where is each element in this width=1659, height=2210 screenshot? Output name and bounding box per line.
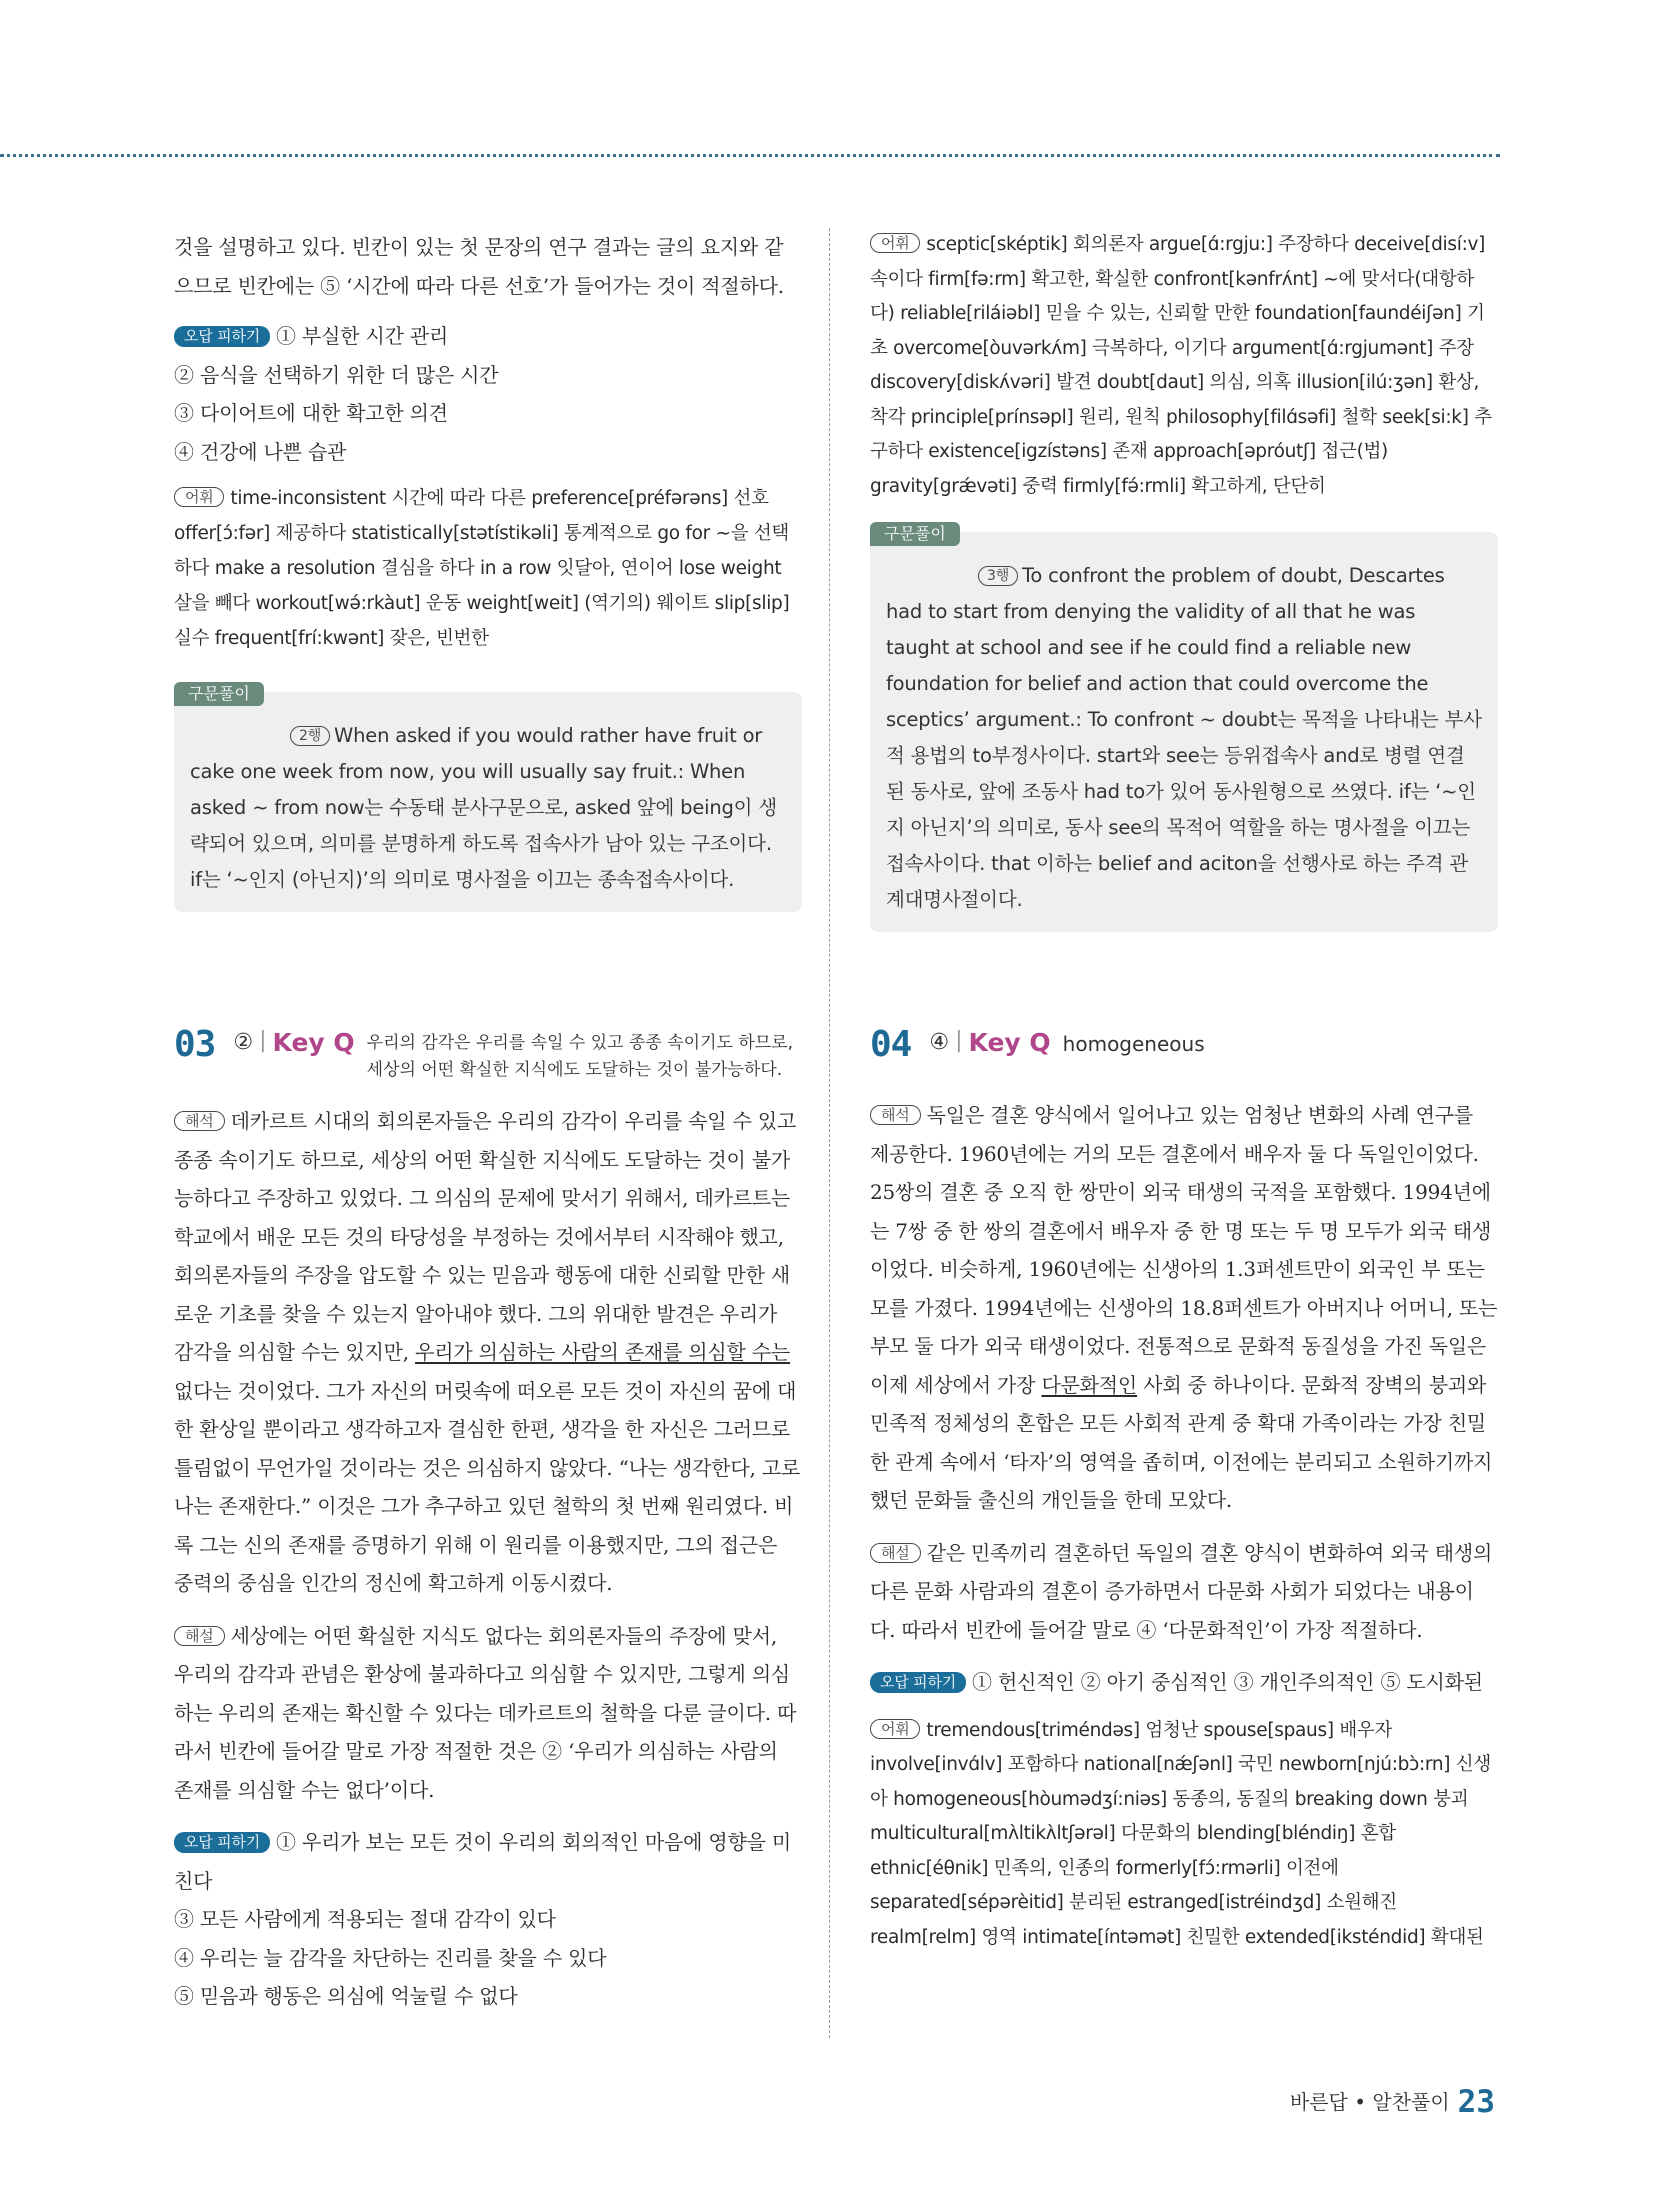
grammar-tab: 구문풀이 [870,522,960,546]
explanation-label: 해설 [870,1543,921,1563]
keyq-text [367,1030,793,1084]
page-number: 23 [1457,2084,1495,2120]
left-vocab-block [174,481,802,656]
translation-label: 해석 [870,1105,921,1125]
translation-text: 데카르트 시대의 회의론자들은 우리의 감각이 우리를 속일 수 있고 종종 속이기도 하므로, 세상의 어떤 확실한 지식에도 도달하는 것이 불가능하다고 주장하고 있었다. 그 의심의 문제에 맞서기 위해서, 데카르트는 학교에서 배운 모든 것의 타당성을 부정하는 것에서부터 시작해야 했고, 회의론자들의 주장을 압도할 수 있는 믿음과 행동에 대한 신뢰할 만한 새로운 기초를 찾을 수 있는지 알아내야 했다. 그의 위대한 발견은 우리가 감각을 의심할 수는 있지만, [174,1109,797,1364]
keyq-line: 세상의 어떤 확실한 지식에도 도달하는 것이 불가능하다. [366,1060,783,1080]
page-footer [1290,2084,1495,2120]
left-intro-paragraph: 것을 설명하고 있다. 빈칸이 있는 첫 문장의 연구 결과는 글의 요지와 같으므로 빈칸에는 ⑤ ‘시간에 따라 다른 선호’가 들어가는 것이 적절하다. [174,235,784,298]
avoid-item: ④ 건강에 나쁜 습관 [174,439,347,464]
grammar-text: When asked if you would rather have fruit or cake one week from now, you will usually say fruit.: When asked ~ from now는 수동태 분사구문으로, asked 앞에 being이 생략되어 있으며, 의미를 분명하게 하도록 접속사가 남아 있는 구조이다. if는 ‘~인지 (아닌지)’의 의미로 명사절을 이끄는 종속접속사이다. [190,724,777,891]
keyq-line: 우리의 감각은 우리를 속일 수 있고 종종 속이기도 하므로, [366,1033,794,1053]
grammar-text: To confront the problem of doubt, Descartes had to start from denying the validity of all that he was taught at school and see if he could find a reliable new foundation for belief and action that could overcome the sceptics’ argument.: To confront ~ doubt는 목적을 나타내는 부사적 용법의 to부정사이다. start와 see는 등위접속사 and로 병렬 연결된 동사로, 앞에 조동사 had to가 있어 동사원형으로 쓰였다. if는 ‘~인지 아닌지’의 의미로, 동사 see의 목적어 역할을 하는 명사절을 이끄는 접속사이다. that 이하는 belief and aciton을 선행사로 하는 주격 관계대명사절이다. [886,564,1482,911]
vocab-label: 어휘 [870,1719,920,1739]
footer-text: 바른답 • 알찬풀이 [1289,2090,1450,2114]
avoid-item: ③ 모든 사람에게 적용되는 절대 감각이 있다 [174,1907,556,1931]
right-top-section [870,228,1498,932]
right-grammar-box [870,524,1498,932]
avoid-item: ① 우리가 보는 모든 것이 우리의 회의적인 마음에 영향을 미친다 [174,1830,792,1893]
question-number: 04 [870,1024,912,1065]
top-dotted-rule [0,154,1500,157]
q04-translation [870,1096,1498,1520]
explanation-text: 세상에는 어떤 확실한 지식도 없다는 회의론자들의 주장에 맞서, 우리의 감각과 관념은 환상에 불과하다고 의심할 수 있지만, 그렇게 의심하는 우리의 존재는 확신할 수 있다는 데카르트의 철학을 다룬 글이다. 따라서 빈칸에 들어갈 말로 가장 적절한 것은 ② ‘우리가 의심하는 사람의 존재를 의심할 수는 없다’이다. [174,1623,797,1802]
explanation-text: 같은 민족끼리 결혼하던 독일의 결혼 양식이 변화하여 외국 태생의 다른 문화 사람과의 결혼이 증가하면서 다문화 사회가 되었다는 내용이다. 따라서 빈칸에 들어갈 말로 ④ ‘다문화적인’이 가장 적절하다. [870,1540,1493,1642]
left-avoid-block [174,317,802,471]
question-number: 03 [174,1024,216,1065]
avoid-item: ④ 우리는 늘 감각을 차단하는 진리를 찾을 수 있다 [174,1945,607,1970]
q04-avoid-block [870,1663,1498,1702]
avoid-text: ① 헌신적인 ② 아기 중심적인 ③ 개인주의적인 ⑤ 도시화된 [972,1670,1483,1694]
question-04 [870,1024,1498,1955]
translation-text: 없다는 것이었다. 그가 자신의 머릿속에 떠오른 모든 것이 자신의 꿈에 대한 환상일 뿐이라고 생각하고자 결심한 한편, 생각을 한 자신은 그러므로 틀림없이 무언가일 것이라는 것은 의심하지 않았다. “나는 생각한다, 고로 나는 존재한다.” 이것은 그가 추구하고 있던 철학의 첫 번째 원리였다. 비록 그는 신의 존재를 증명하기 위해 이 원리를 이용했지만, 그의 접근은 중력의 중심을 인간의 정신에 확고하게 이동시켰다. [174,1378,801,1595]
q04-header [870,1024,1498,1094]
q04-vocab-block [870,1714,1498,1956]
q03-avoid-block [174,1823,802,2016]
grammar-tab: 구문풀이 [174,682,264,706]
separator: | [259,1028,267,1053]
translation-label: 해석 [174,1111,225,1131]
left-top-section [174,228,802,912]
keyq-text: homogeneous [1062,1032,1205,1056]
left-grammar-box [174,684,802,912]
answer-number: ④ [929,1030,950,1055]
q03-explanation [174,1617,802,1810]
avoid-item: ③ 다이어트에 대한 확고한 의견 [174,401,448,425]
translation-text: 독일은 결혼 양식에서 일어나고 있는 엄청난 변화의 사례 연구를 제공한다. 1960년에는 거의 모든 결혼에서 배우자 둘 다 독일인이었다. 25쌍의 결혼 중 오직 한 쌍만이 외국 태생의 국적을 포함했다. 1994년에는 7쌍 중 한 쌍의 결혼에서 배우자 중 한 명 또는 두 명 모두가 외국 태생이었다. 비슷하게, 1960년에는 신생아의 1.3퍼센트만이 외국인 부 또는 모를 가졌다. 1994년에는 신생아의 18.8퍼센트가 아버지나 어머니, 또는 부모 둘 다가 외국 태생이었다. 전통적으로 문화적 동질성을 가진 독일은 이제 세상에서 가장 [870,1103,1498,1397]
avoid-label: 오답 피하기 [174,1832,270,1853]
column-divider [829,228,830,2038]
keyq-logo: Key Q [272,1028,355,1057]
right-vocab-block [870,228,1498,504]
separator: | [955,1028,963,1053]
avoid-item: ⑤ 믿음과 행동은 의심에 억눌릴 수 없다 [174,1984,518,2008]
q03-translation [174,1102,802,1603]
explanation-label: 해설 [174,1626,225,1646]
vocab-text: sceptic[sképtik] 회의론자 argue[ɑ́:rgju:] 주장하다 deceive[disí:v] 속이다 firm[fə:rm] 확고한, 확실한 confront[kənfrʌ́nt] ~에 맞서다(대항하다) reliable[riláiəbl] 믿을 수 있는, 신뢰할 만한 foundation[faundéiʃən] 기초 overcome[òuvərkʌ́m] 극복하다, 이기다 argument[ɑ́:rgjumənt] 주장 discovery[diskʌ́vəri] 발견 doubt[daut] 의심, 의혹 illusion[ilú:ʒən] 환상, 착각 principle[prínsəpl] 원리, 원칙 philosophy[filɑ́səfi] 철학 seek[si:k] 추구하다 existence[igzístəns] 존재 approach[əpróutʃ] 접근(법) gravity[grǽvəti] 중력 firmly[fə́:rmli] 확고하게, 단단히 [870,234,1492,497]
avoid-item: ② 음식을 선택하기 위한 더 많은 시간 [174,362,499,387]
vocab-label: 어휘 [174,487,224,507]
avoid-label: 오답 피하기 [870,1672,966,1693]
keyq-logo: Key Q [968,1028,1051,1057]
line-ref: 2행 [290,726,330,746]
vocab-text: time-inconsistent 시간에 따라 다른 preference[préfərəns] 선호 offer[ɔ́:fər] 제공하다 statistically[stətístikəli] 통계적으로 go for ~을 선택하다 make a resolution 결심을 하다 in a row 잇달아, 연이어 lose weight 살을 빼다 workout[wə́:rkàut] 운동 weight[weit] (역기의) 웨이트 slip[slip] 실수 frequent[frí:kwənt] 잦은, 빈번한 [174,488,790,649]
q03-header [174,1024,802,1094]
q04-explanation [870,1534,1498,1650]
avoid-item: ① 부실한 시간 관리 [276,324,449,348]
answer-number: ② [233,1030,254,1055]
avoid-label: 오답 피하기 [174,326,270,347]
vocab-text: tremendous[triméndəs] 엄청난 spouse[spaus] 배우자 involve[invɑ́lv] 포함하다 national[nǽʃənl] 국민 newborn[njú:bɔ̀:rn] 신생아 homogeneous[hòumədʒí:niəs] 동종의, 동질의 breaking down 붕괴 multicultural[mʌ̀ltikʌ̀ltʃərəl] 다문화의 blending[bléndiŋ] 혼합 ethnic[éθnik] 민족의, 인종의 formerly[fɔ́:rmərli] 이전에 separated[sépərèitid] 분리된 estranged[istréindʒd] 소원해진 realm[relm] 영역 intimate[íntəmət] 친밀한 extended[iksténdid] 확대된 [870,1719,1491,1948]
blank-answer: 우리가 의심하는 사람의 존재를 의심할 수는 [415,1340,791,1364]
vocab-label: 어휘 [870,233,920,253]
question-03 [174,1024,802,2016]
line-ref: 3행 [978,566,1018,586]
translation-text: 사회 중 하나이다. 문화적 장벽의 붕괴와 민족적 정체성의 혼합은 모든 사회적 관계 중 확대 가족이라는 가장 친밀한 관계 속에서 ‘타자’의 영역을 좁히며, 이전에는 분리되고 소원하기까지 했던 문화들 출신의 개인들을 한데 모았다. [870,1372,1493,1512]
blank-answer: 다문화적인 [1041,1372,1138,1397]
